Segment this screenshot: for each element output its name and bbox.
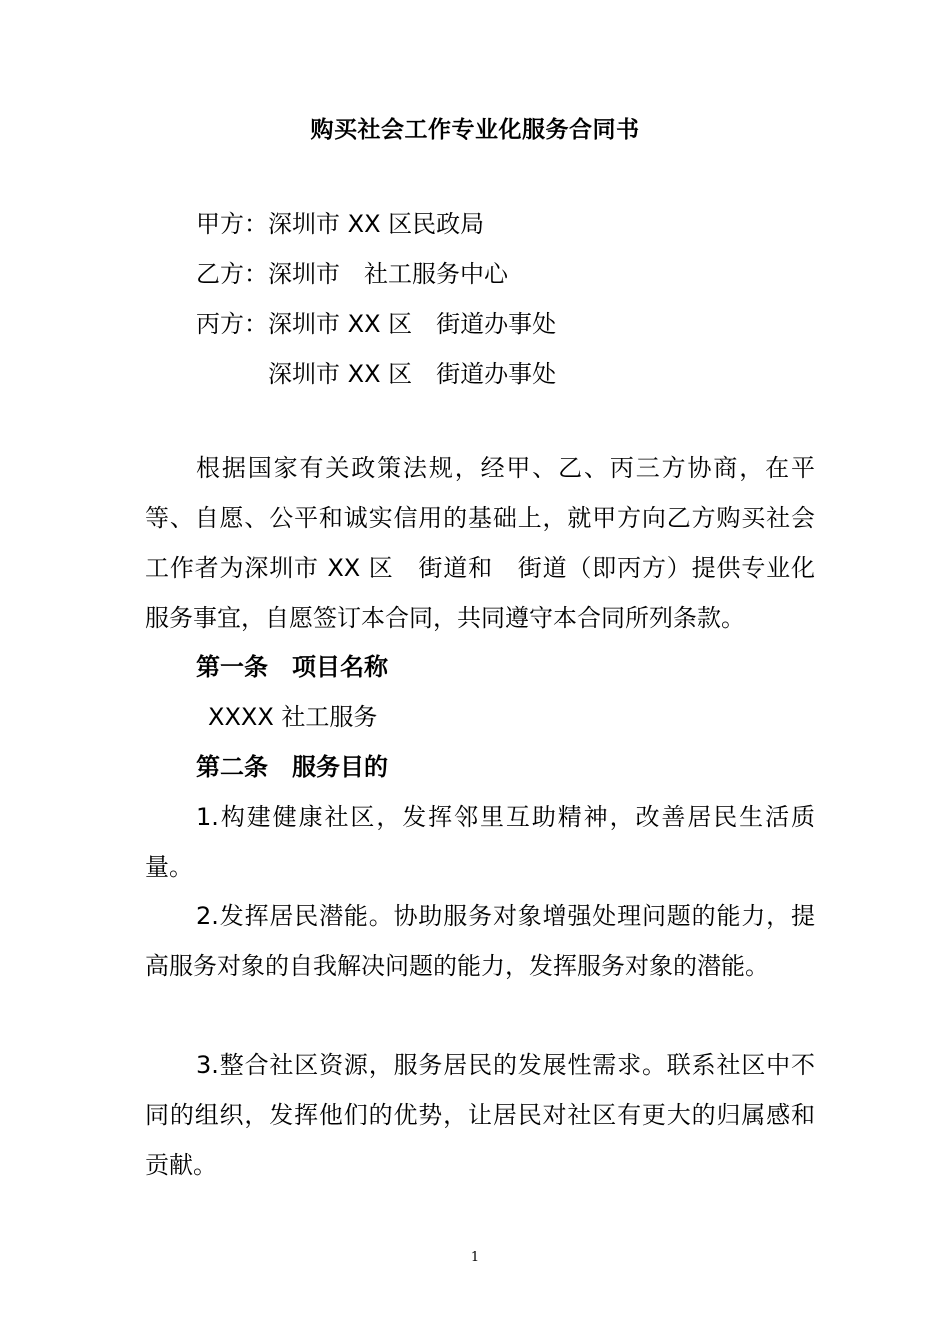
purpose-item-1: 1.构建健康社区，发挥邻里互助精神，改善居民生活质量。: [145, 803, 815, 881]
purpose-item-3: 3.整合社区资源，服务居民的发展性需求。联系社区中不同的组织，发挥他们的优势，让居民对社区有更大的归属感和贡献。: [145, 1051, 815, 1179]
article-1-heading: 第一条 项目名称: [196, 653, 388, 681]
intro-paragraph: 根据国家有关政策法规，经甲、乙、丙三方协商，在平等、自愿、公平和诚实信用的基础上，就甲方向乙方购买社会工作者为深圳市 XX 区 街道和 街道（即丙方）提供专业化服务事宜，自愿签订本合同，共同遵守本合同所列条款。: [145, 454, 815, 632]
page-number: 1: [470, 1250, 480, 1265]
purpose-item-2: 2.发挥居民潜能。协助服务对象增强处理问题的能力，提高服务对象的自我解决问题的能力，发挥服务对象的潜能。: [145, 902, 815, 980]
article-1-content: XXXX 社工服务: [208, 703, 378, 731]
article-2-heading: 第二条 服务目的: [196, 753, 388, 781]
party-b: 乙方：深圳市 社工服务中心: [196, 260, 508, 288]
party-c: 丙方：深圳市 XX 区 街道办事处: [196, 310, 557, 338]
party-a: 甲方：深圳市 XX 区民政局: [196, 210, 485, 238]
document-title: 购买社会工作专业化服务合同书: [310, 117, 640, 143]
party-c-second: 深圳市 XX 区 街道办事处: [196, 360, 557, 388]
